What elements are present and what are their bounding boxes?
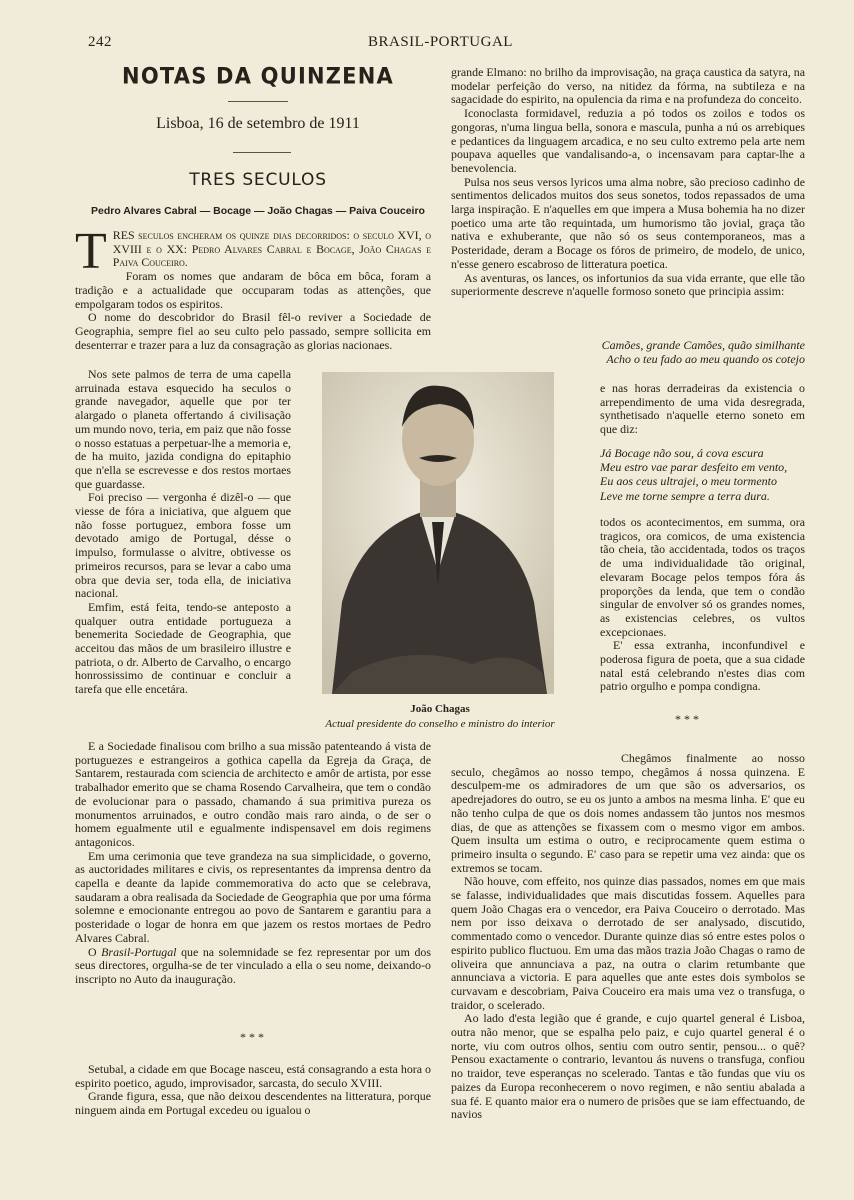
poem-quote-2 xyxy=(600,446,805,503)
paragraph: e nas horas derradeiras da existencia o arrependimento de uma vida desregrada, synthetisado n'aquelle eterno soneto em que diz: xyxy=(600,381,805,437)
section-break: * * * xyxy=(240,1030,264,1044)
paragraph: grande Elmano: no brilho da improvisação, na graça caustica da satyra, na modelar perfeição do verso, na nitidez da fórma, na subtileza e na sagacidade do espirito, na opulencia da rima e na profundeza do conceito. xyxy=(451,65,805,107)
poem-line: Meu estro vae parar desfeito em vento, xyxy=(600,460,788,475)
paragraph: As aventuras, os lances, os infortunios da sua vida errante, que elle tão superiormente descreve n'aquelle formoso soneto que principia assim: xyxy=(451,270,805,299)
poem-line: Já Bocage não sou, á cova escura xyxy=(600,446,764,460)
lead-text: RES seculos encheram os quinze dias decorridos: o seculo XVI, o XVIII e o XX: Pedro Alvares Cabral e Bocage, João Chagas e Paiva Couceiro. xyxy=(112,228,431,270)
article-title: TRES SECULOS xyxy=(189,170,327,190)
page-number: 242 xyxy=(88,34,112,50)
article-subtitle: Pedro Alvares Cabral — Bocage — João Chagas — Paiva Couceiro xyxy=(91,205,425,217)
section-break: * * * xyxy=(675,712,699,726)
left-column-bottom xyxy=(75,740,431,987)
dateline: Lisboa, 16 de setembro de 1911 xyxy=(156,115,360,132)
drop-cap: T xyxy=(75,223,107,280)
divider xyxy=(233,152,291,153)
poem-line: Leve me torne sempre a terra dura. xyxy=(600,488,770,503)
text: O xyxy=(88,944,102,959)
paragraph: Nos sete palmos de terra de uma capella arruinada estava esquecido ha seculos o grande navegador, aquelle que por ter alargado o planeta offertando á civilisação um mundo novo, teria, em paiz que não fosse o nosso estatuas a perpetuar-lhe a memoria e, de ha muito, jazida condigna do epitaphio que n'ella se escrevesse e dos restos mortaes que guardasse. xyxy=(75,367,291,491)
paragraph: Foram os nomes que andaram de bôca em bôca, foram a tradição e a actualidade que occuparam todas as attenções, que empolgaram todos os espiritos. xyxy=(75,269,431,311)
left-column-final xyxy=(75,1063,431,1118)
divider xyxy=(228,101,288,102)
paragraph: Setubal, a cidade em que Bocage nasceu, está consagrando a esta hora o espirito poetico, agudo, improvisador, sarcasta, do seculo XVIII. xyxy=(75,1062,431,1090)
paragraph: Pulsa nos seus versos lyricos uma alma nobre, são precioso cadinho de sentimentos delicados muitos dos seus sonetos, todos repassados de uma larga inspiração. E n'aquelles em que impera a Musa bohemia ha no dizer poetico uma arte tão requintada, um humorismo tão jovial, graça tão nativa e exhuberante, que não só os seus contemporaneos, mas a Posteridade, deram a Bocage os fóros de primeiro, de modelo, de unico, n'esse genero escabroso de litteratura poetica. xyxy=(451,174,805,271)
section-title: NOTAS DA QUINZENA xyxy=(122,63,394,89)
paragraph: E a Sociedade finalisou com brilho a sua missão patenteando á vista de portuguezes e estrangeiros a gothica capella da Egreja da Graça, de Santarem, restaurada com sciencia de architecto e amôr de artista, por esse trabalhador emerito que se chama Rosendo Carvalheira, que tem o condão de evolucionar para o passado, chamando á sua primitiva pureza os monumentos arruinados, e outro condão mais raro ainda, o de ser o homem egualmente util e egualmente indispensavel em dois regimens antagonicos. xyxy=(75,739,431,849)
paragraph: Grande figura, essa, que não deixou descendentes na litteratura, porque ninguem ainda em Portugal excedeu ou igualou o xyxy=(75,1089,431,1118)
right-column-narrow xyxy=(600,516,805,694)
paragraph: Chegâmos finalmente ao nosso seculo, chegâmos ao nosso tempo, chegâmos á nossa quinzena. E desculpem-me os admiradores de um que são os adversarios, os apedrejadores do outro, se eu os junto a ambos na mesma linha. E' que eu não tenho culpa de que os dois nomes andassem tão juntos nos mesmos dias, de que as attenções se fixassem com o mesmo vigor em ambos. Quem insulta um estima o outro, e reciprocamente quem estima o primeiro insulta o segundo. E' caso para se repetir uma vez ainda: que os extremos se tocam. xyxy=(451,751,805,875)
paragraph: Em uma cerimonia que teve grandeza na sua simplicidade, o governo, as auctoridades militares e civis, os representantes da imprensa dentro da capella e deante da lapide commemorativa do acto que se celebrava, saudaram a obra realisada da Sociedade de Geographia que por uma fórma solemne e emocionante entregou ao povo de Santarem e garantiu para a posteridade o logar de honra em que jazem os restos mortaes de Pedro Alvares Cabral. xyxy=(75,848,431,945)
portrait-image xyxy=(322,372,554,694)
paragraph: Não houve, com effeito, nos quinze dias passados, nomes em que mais se falasse, individualidades que mais discutidas fossem. Aquelles para quem João Chagas era o vencedor, era Paiva Couceiro o derrotado. Mas nem por isso deixava o derrotado de ser analysado, discutido, commentado como o vencedor. Durante quinze dias só entre estes polos o espirito publico fluctuou. Em uma das mãos trazia João Chagas o ramo de oliveira que annunciava a paz, na outra o clarim retumbante que annunciava a victoria. E para aquelles que ante estes dois symbolos se curvavam e descobriam, Paiva Couceiro era mais uma vez o transfuga, o traidor, o scelerado. xyxy=(451,874,805,1012)
left-column-top xyxy=(75,223,431,352)
poem-line: Camões, grande Camões, quão similhante xyxy=(601,338,805,352)
paragraph: E' essa extranha, inconfundivel e poderosa figura de poeta, que a sua cidade natal está celebrando n'estes dias com patrio orgulho e pompa condigna. xyxy=(600,638,805,694)
paragraph: todos os acontecimentos, em summa, ora tragicos, ora comicos, de uma existencia tão cheia, tão accidentada, todos os traços de uma individualidade tão original, elevaram Bocage pelos tempos fóra ás proporções da lenda, que tem o condão singular de envolver só os grandes nomes, as existencias celebres, os vultos excepcionaes. xyxy=(600,515,805,639)
paragraph xyxy=(75,946,431,987)
magazine-title: BRASIL-PORTUGAL xyxy=(368,34,513,50)
right-column-mid xyxy=(600,382,805,437)
paragraph: Foi preciso — vergonha é dizêl-o — que viesse de fóra a iniciativa, que alguem que não fosse portuguez, embora fosse um devotado amigo de Portugal, désse o impulso, formulasse o alvitre, obtivesse os primeiros recursos, para se levar a cabo uma obra que devia ser, toda ella, de iniciativa nacional. xyxy=(75,490,291,601)
poem-line: Acho o teu fado ao meu quando os cotejo xyxy=(606,352,805,367)
paragraph xyxy=(75,223,431,280)
right-column-bottom xyxy=(451,752,805,1122)
paragraph: Emfim, está feita, tendo-se antepostо a qualquer outra entidade portugueza a benemerita Sociedade de Geographia, que acceitou das mãos de um brasileiro illustre e patriota, o dr. Alberto de Carvalho, o encargo honrossissimo de continuar e concluir a tarefa que elle encetára. xyxy=(75,599,291,697)
poem-quote-1 xyxy=(560,338,805,366)
photo-name: João Chagas xyxy=(410,703,470,715)
left-column-narrow xyxy=(75,368,291,697)
paragraph: O nome do descobridor do Brasil fêl-o reviver a Sociedade de Geographia, sempre fiel ao seu culto pelo passado, sempre sollicita em desenterrar e trazer para a luz da consagração as glorias nacionaes. xyxy=(75,310,431,352)
magazine-name: Brasil-Portugal xyxy=(101,944,177,959)
poem-line: Eu aos ceus ultrajei, o meu tormento xyxy=(600,474,777,489)
photo-caption: Actual presidente do conselho e ministro do interior xyxy=(325,718,555,730)
paragraph: Ao lado d'esta legião que é grande, e cujo quartel general é Lisboa, outra não menor, que se espalha pelo paiz, e cujo quartel general é o norte, viu com outros olhos, sentiu com outro sentir, pensou... o quê? Pensou exactamente o contrario, levantou ás nuvens o transfuga, confiou no traidor, teve esperanças no scelerado. Tantas e tão fundas que viu os paizes da Europa reconhecerem o novo regimen, e não sentiu abalada a sua fé. E quanto maior era o numero de prisões que se iam effectuando, de navios xyxy=(451,1011,805,1122)
paragraph: Iconoclasta formidavel, reduzia a pó todos os zoilos e todos os gongoras, n'uma lingua bella, sonora e mascula, punha a nú os arrebiques e pedantices da linguagem arcadica, e no seu culto extremo pela arte nem poupava aquelles que vandalisando-a, o incensavam para captar-lhe a benevolencia. xyxy=(451,106,805,175)
portrait-photo xyxy=(322,372,554,694)
text: que na solemnidade se fez representar por um dos seus directores, orgulha-se de ter vinculado a ella o seu nome, deixando-o inscripto no Auto da inauguração. xyxy=(75,944,431,986)
right-column-top xyxy=(451,66,805,299)
